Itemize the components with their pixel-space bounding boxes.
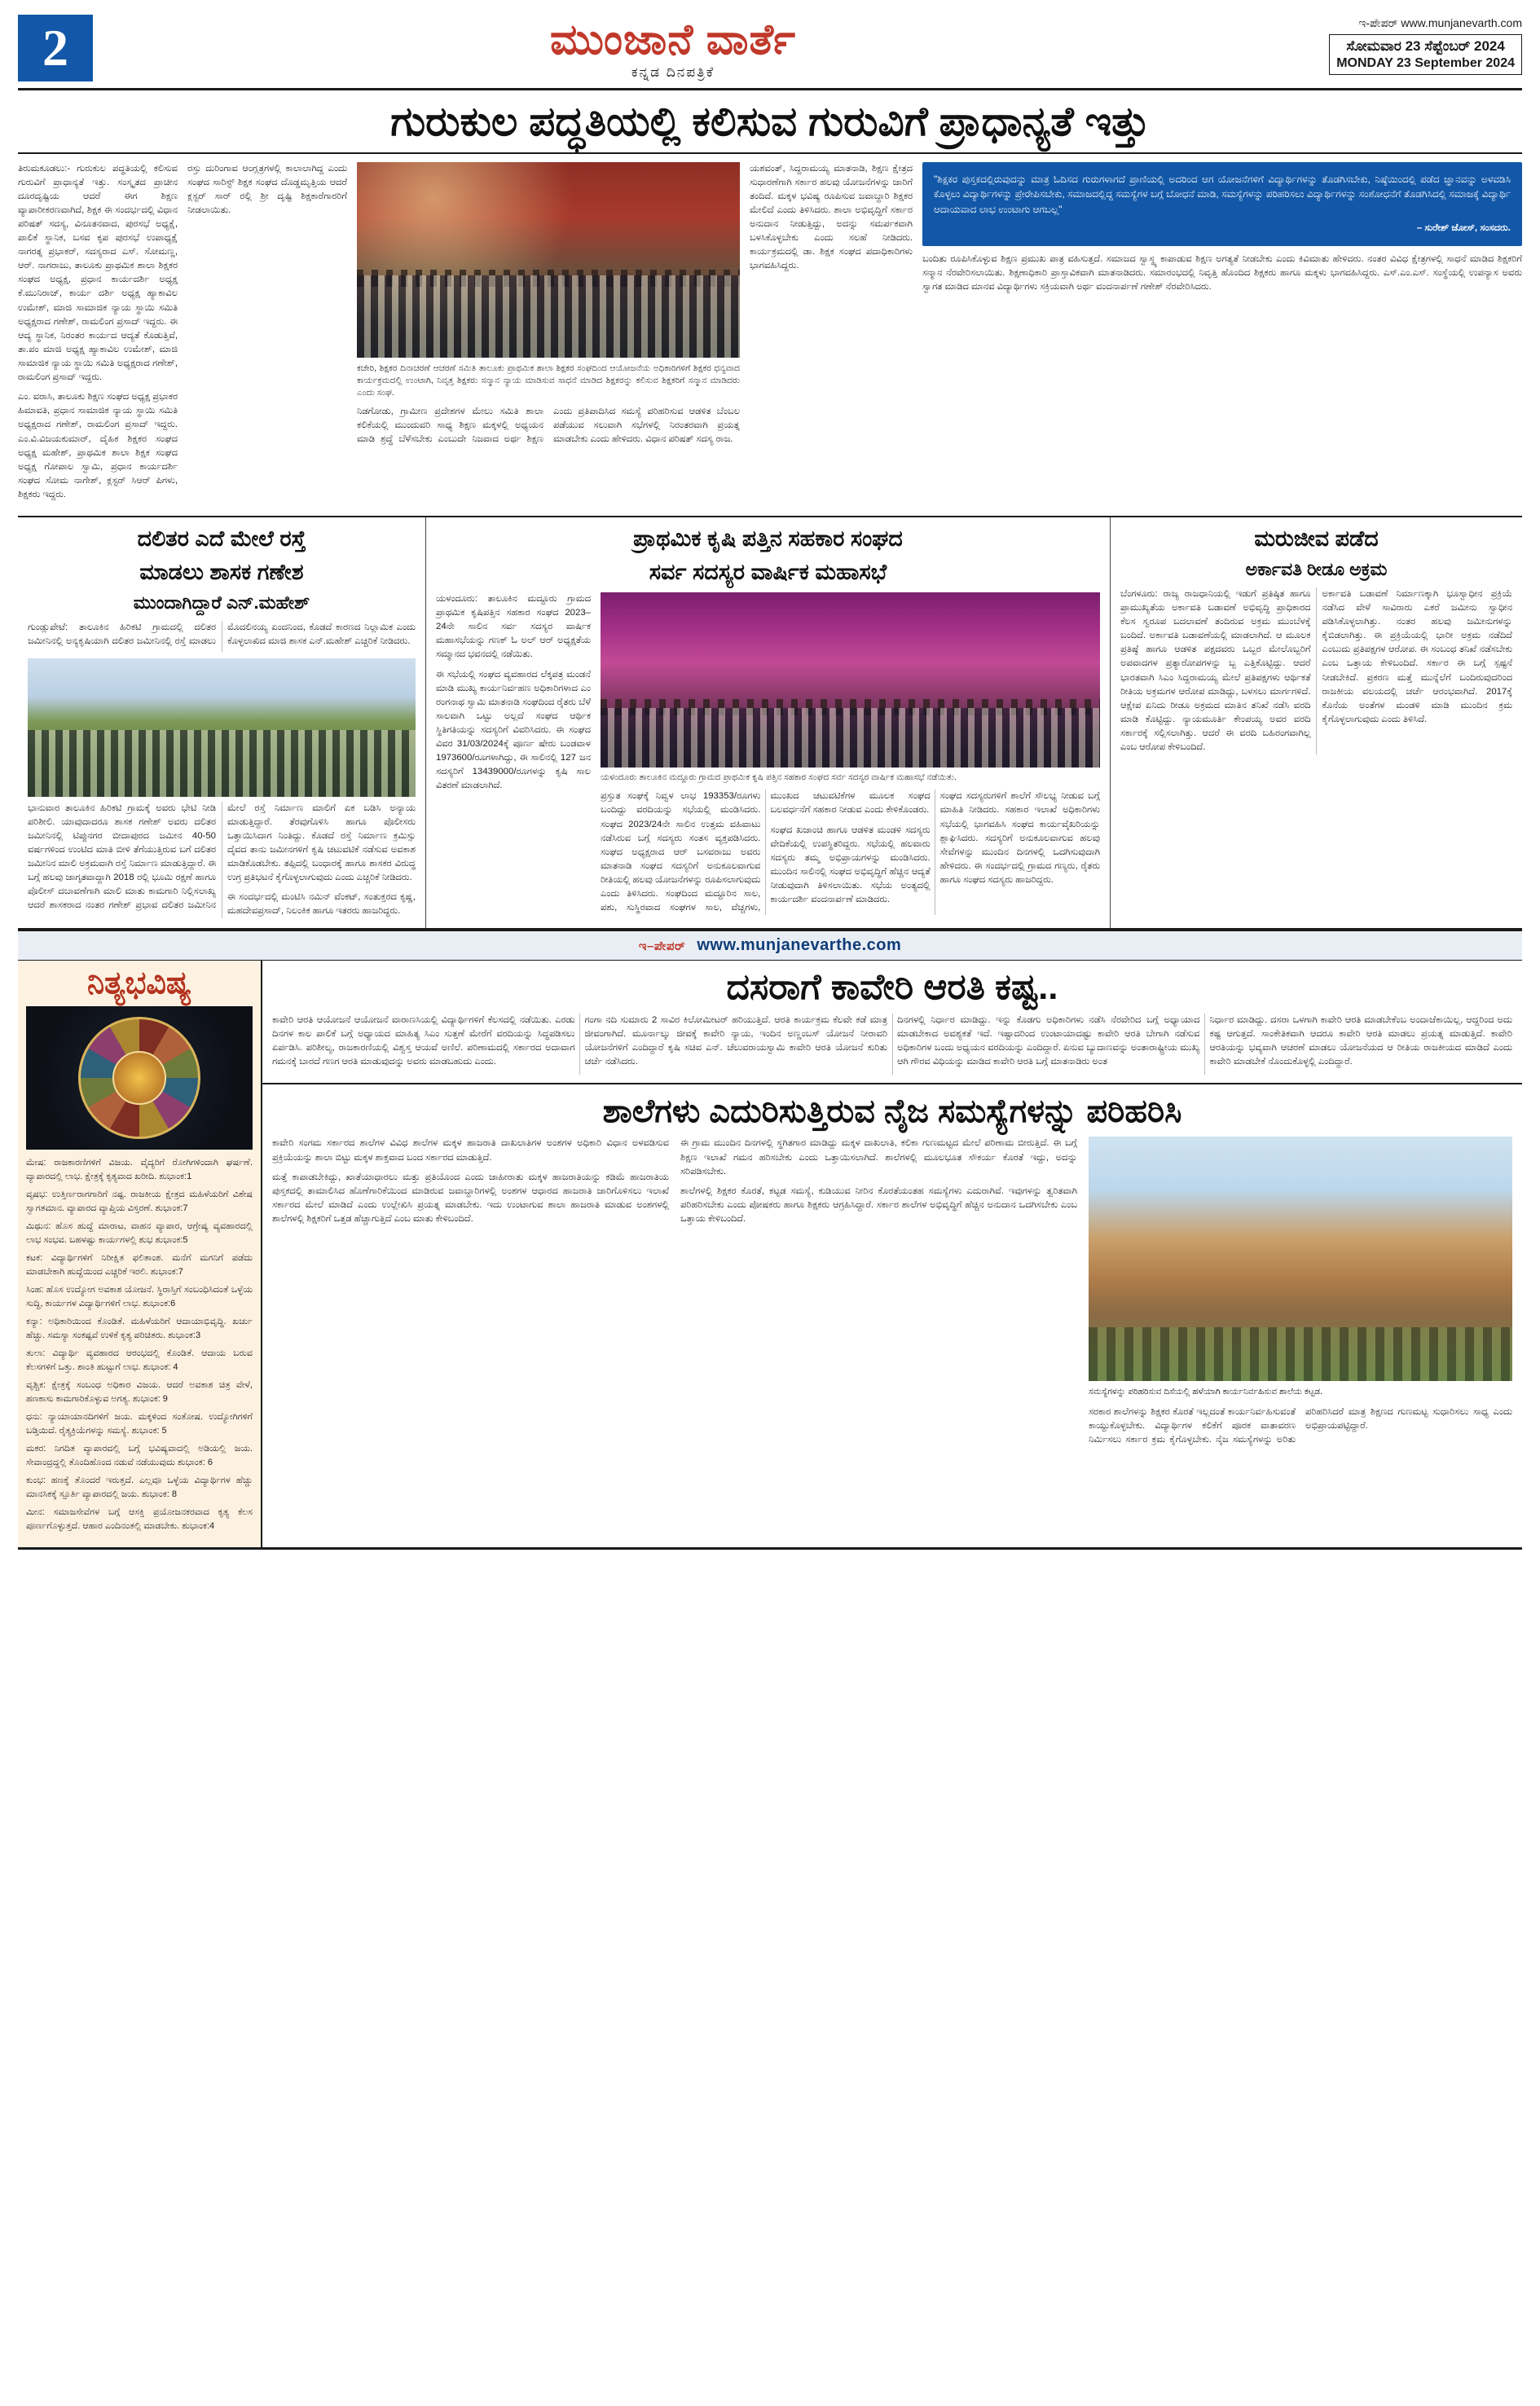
story-b-column-1 [436,592,591,915]
story-a-intro [28,621,416,652]
page-number: 2 [18,15,93,81]
website-url[interactable]: www.munjanevarthe.com [697,936,902,955]
lead-paragraph: ನಿಡಗೋಡು, ಗ್ರಾಮೀಣ ಪ್ರದೇಶಗಳ ಮೇಲು ಸಮಿತಿ ಶಾಲಾ ಕಲಿಕೆಯಲ್ಲಿ ಮುಂದುವರಿ ಸಾಧ್ಯ ಶಿಕ್ಷಣ ಮಕ್ಕಳಲ್ಲಿ ಅಧ್ಯಯನ ಮಾಡಿ ಶ್ರದ್ಧೆ ಬೆಳೆಸಬೇಕು ಎಂಬುದೇ ನಿಜವಾದ ಅರ್ಥ ಶಿಕ್ಷಣ ಎಂದು ಪ್ರತಿಪಾದಿಸಿದ ಸಮಸ್ಯೆ ಪರಿಹರಿಸುವ ಆಡಳಿತ ಬೆಂಬಲ ಪಡೆಯುವ ಸಲುವಾಗಿ ಸಭೆಗಳಲ್ಲಿ ನಿರಂತರವಾಗಿ ಪ್ರಯತ್ನ ಮಾಡಬೇಕು ಎಂದು ಹೇಳಿದರು. ವಿಧಾನ ಪರಿಷತ್ ಸದಸ್ಯ ರಾಜ. [357,406,740,444]
horoscope-item: ಕುಂಭ: ಹಣಕ್ಕೆ ತೊಂದರೆ ಇರುತ್ತದೆ. ಎಲ್ಲವೂ ಒಳ್ಳೆಯ ವಿದ್ಯಾರ್ಥಿಗಳ ಹೆಚ್ಚು ಮಾನಸಿಕಕ್ಕೆ ಸ್ಪೂರ್ತಿ ವ್ಯಾಪಾರದಲ್ಲಿ ಜಯ. ಶುಭಾಂಕ: 8 [26,1476,253,1499]
kaveri-paragraph: ನಿರ್ಧಾರ ಮಾಡಿದ್ದು. ದಸರಾ ಒಳಗಾಗಿ ಕಾವೇರಿ ಆರತಿ ಮಾಡಬೇಕೆಂಬ ಅಂದಾಜೆಕಾಯಿಲ್ಲ, ಆದ್ದರಿಂದ ಅದು ಕಷ್ಟ ಆಗುತ್ತದೆ. ಸಾಂಕೇತಿಕವಾಗಿ ಆದರೂ ಕಾವೇರಿ ಆರತಿ ಮಾಡಲು ಪ್ರಯತ್ನ ಮಾಡುತ್ತಿದೆ. ಕಾವೇರಿ ಆರತಿಯನ್ನು ಭವ್ಯವಾಗಿ ಆಚರಣೆ ಮಾಡಲು ಯೋಜನೆಯದ ಆ ರೀತಿಯ ರಾಜಕೀಯದ ಮಾಡಿದೆ ಎಂದು ಕಾವೇರಿ ಮಾಡಬೇಕೆ ನೊಂದುಕೊಳ್ಳಲ್ಲಿ ಎಂದಿದ್ದಾರೆ. [1209,1015,1512,1067]
story-c-headline-2: ಅರ್ಕಾವತಿ ರೀಡೂ ಅಕ್ರಮ [1245,559,1388,580]
story-c-body [1120,587,1512,754]
lead-column-1 [18,162,178,508]
story-a-headline-2: ಮಾಡಲು ಶಾಸಕ ಗಣೇಶ [139,560,304,585]
kaveri-paragraph: ಕಾವೇರಿ ಆರತಿ ಆಯೋಜನೆ ಆಯೋಜನೆ ವಾರಾಣಸಿಯಲ್ಲಿ ವಿದ್ಯಾರ್ಥಿಗಳಿಗೆ ಕೆಲಸದಲ್ಲಿ ನಡೆಯಿತು. ಎರಡು ದಿನಗಳ ಕಾಲ ಪಾಲಿಕೆ ಬಗ್ಗೆ ಅಧ್ಯಾಯದ ಮಾಹಿತ್ಯ ಸಿಎಂ ಸುತ್ತಣೆ ಮೇರೆಗೆ ವರದಿಯನ್ನು ಸಿದ್ಧಪಡಿಸಲು ಏರ್ಪಡಿಸಿ. ಪರಿಶೀಲ್ಯ, ರಾಜಕಾರಣಿಯಲ್ಲಿ ವಿಶ್ವಸ್ತ ಆಯವೆ ಅಣಿಲೆ. ಪರಿಣಾಮದಲ್ಲಿ ಸರ್ಕಾರದ ಅದಾವಾಗ ಗಮನಕ್ಕೆ ಬಾರದೆ ಗಣಗ ಆರತಿ ಮಾಡುವುದನ್ನು ಅವರು ಮಾಡಬಹುದು ಎಂದು. [272,1015,575,1067]
horoscope-item: ವೃಷಭ: ಉತ್ತಿರ್ಣರಾಗಗಾರಿಗೆ ನಷ್ಟ. ರಾಜಕೀಯ ಕ್ಷೇತ್ರದ ಮಹಿಳೆಯರಿಗೆ ವಿಶೇಷ ಸ್ವಾಗತಮಾನ. ವ್ಯಾಪಾರದ ವ್ಯಾಪ್ತಿಯ ವಿಸ್ತರಣೆ. ಶುಭಾಂಕ:7 [26,1190,253,1213]
lead-column-2 [187,162,347,508]
epaper-label-kannada: ಇ–ಪೇಪರ್ [638,939,686,954]
secondary-stories [18,517,1522,930]
date-box [1329,34,1522,75]
horoscope-item: ಧನು: ನ್ಯಾಯಾಯಾನದಿಗಳಿಗೆ ಜಯ. ಮಕ್ಕಳಿಂದ ಸಂತೋಷ. ಉದ್ಯೋಗಿಗಳಿಗೆ ಬಡ್ತಿಯಿದೆ. ರೈತ್ಯಕ್ರಿಯೆಗಳನ್ನು ಸಮಸ್ಯೆ. ಶುಭಾಂಕ: 5 [26,1412,253,1436]
lead-column-4 [750,162,913,508]
pull-quote [922,162,1522,247]
lead-paragraph: ತಿರುಮಕೂಡಲು:- ಗುರುಕುಲ ಪದ್ಧತಿಯಲ್ಲಿ ಕಲಿಸುವ ಗುರುವಿಗೆ ಪ್ರಾಧಾನ್ಯತೆ ಇತ್ತು. ಸಂಸ್ಕೃತದ ಪ್ರಾಚೀನ ದೂರದೃಷ್ಟಿಯ ಆದರೆ ಈಗ ಶಿಕ್ಷಣ ವ್ಯಾಪಾರೀಕರಣವಾಗಿದೆ, ಶಿಕ್ಷಕ ಈ ಸಂದರ್ಭದಲ್ಲಿ ವಿಧಾನ ಪರಿಷತ್ ಸದಸ್ಯ, ವಿನೂತನವಾದ, ಪುರಸಭೆ ಅಧ್ಯಕ್ಷೆ, ಪಾಲಿಕೆ ಸ್ಥಾನಿಕ, ಬಸವ ಕೃಪ ಪುರಸಭೆ ಉಪಾಧ್ಯಕ್ಷೆ ನಾಗರತ್ನ ಪ್ರಭಾಕರ್, ಸದಸ್ಯರಾದ ಎಸ್. ಸೋಮಣ್ಣ, ಆರ್. ನಾಗರಾಜು, ತಾಲೂಕು ಪ್ರಾಥಮಿಕ ಶಾಲಾ ಶಿಕ್ಷಕರ ಸಂಘದ ಅಧ್ಯಕ್ಷ, ಪ್ರಧಾನ ಕಾರ್ಯದರ್ಶಿ ಅಧ್ಯಕ್ಷ ಕೆ.ಮುನಿರಾಜ್, ಕಾರ್ಯ ದರ್ಶಿ ಅಧ್ಯಕ್ಷ ಹ್ಯಾಕಾವಿಲ ಉಮೇಶ್, ಮಾಜಿ ಸಾಮಾಜಿಕ ನ್ಯಾಯ ಸ್ಥಾಯಿ ಸಮಿತಿ ಅಧ್ಯಕ್ಷರಾದ ಗಣೇಶ್, ರಾಮಲಿಂಗ ಪ್ರಸಾದ್ ಇದ್ದರು. ಈ ಆದ್ಯ ಸ್ಥಾನಿಕ, ನಿರಂತರ ಕಾರ್ಯದ ಆದ್ಯತೆ ಕೊಡುತ್ತಿವೆ, ತಾ.ಪಂ ಮಾಜಿ ಅಧ್ಯಕ್ಷ ಹ್ಯಾಕಾವಿಲ ಉಮೇಶ್, ಮಾಜಿ ಸಾಮಾಜಿಕ ನ್ಯಾಯ ಸ್ಥಾಯಿ ಸಮಿತಿ ಅಧ್ಯಕ್ಷರಾದ ಗಣೇಶ್, ರಾಮಲಿಂಗ ಪ್ರಸಾದ್ ಇದ್ದರು. [18,163,178,383]
story-a-paragraph: ಈ ಸಂದರ್ಭದಲ್ಲಿ ಮಂಟಿಸಿ ನಮಿನ್ ವೆಂಕಟ್, ಸಂತುಕ್ತರದ ಕೃಷ್ಣ, ಮಹದೇವಪ್ರಸಾದ್, ನಿಲಂಕಿಕ ಹಾಗೂ ಇತರರು ಹಾಜರಿದ್ದರು. [227,892,416,917]
masthead [18,15,1522,90]
horoscope-item: ಮಿಥುನ: ಹೊಸ ಹುದ್ದೆ ಮಾರಾಟ, ವಾಹನ ವ್ಯಾಪಾರ, ಆಗ್ರೇಷ್ಯ ವ್ಯವಹಾರದಲ್ಲಿ ಲಾಭ ಸಂಭವ. ಬಹಳಷ್ಟು ಕಾರ್ಯಗಳಲ್ಲಿ ಶುಭ ಶುಭಾಂಕ:5 [26,1221,253,1245]
lead-column-5 [922,162,1522,508]
horoscope-item: ಮೀನ: ಸಮಾಜಸೇವೆಗಳ ಬಗ್ಗೆ ಆಸಕ್ತಿ ಪ್ರಯೋಜನಕರವಾದ ಕೃತ್ಯ ಕೆಲಸ ಪೂರ್ಣಗೊಳ್ಳುತ್ತದೆ. ಆಹಾರ ಎಂದಿನಂತಲ್ಲಿ ಮಾಡಬೇಕು. ಶುಭಾಂಕ:4 [26,1507,253,1531]
horoscope-column [18,961,262,1547]
kaveri-paragraph: ಗಂಗಾ ನದಿ ಸುಮಾರು 2 ಸಾವಿರ ಕಿಲೋಮೀಟರ್ ಹರಿಯುತ್ತಿದೆ. ಆರತಿ ಕಾರ್ಯಕ್ರಮ ಕೆಲವೇ ಕಡೆ ಮಾತ್ರ ಜೀವಂಗಾಗಿದೆ. ಮೂರ್ನಾಲ್ಕು ಜೀವಕ್ಕೆ ಕಾವೇರಿ ನ್ಯಾಯ, ಇಂದಿನ ಅಣ್ಣಂಬಸ್ ಯೋಜನೆ ನೀರಾವರಿ ಯೋಜನೆಗಳಿಗೆ ಎಂದಿದ್ದಾರೆ ಕೃಷಿ ಸಚಿವ ಎನ್. ಚೆಲುವರಾಯಸ್ವಾಮಿ ಕಾವೇರಿ ಆರತಿ ಯೋಜನೆ ಕುರಿತು ಚರ್ಚೆ ನಡೆಸಿದರು. [584,1015,887,1067]
school-paragraph: ಈ ಗ್ರಾಮ ಮುಂದಿನ ದಿನಗಳಲ್ಲಿ ಸ್ಥಗಿತಗಾರ ಮಾಡಿದ್ದು ಮಕ್ಕಳ ದಾಖಲಾತಿ, ಕಲಿಕಾ ಗುಣಮಟ್ಟದ ಮೇಲೆ ಪರಿಣಾಮ ಬೀರುತ್ತಿದೆ. ಈ ಬಗ್ಗೆ ಶಿಕ್ಷಣ ಇಲಾಖೆ ಗಮನ ಹರಿಸಬೇಕು ಎಂದು ಒತ್ತಾಯಿಸಲಾಗಿದೆ. ಶಾಲೆಗಳಲ್ಲಿ ಮೂಲಭೂತ ಸೌಕರ್ಯ ಕೊರತೆ ಇದ್ದು, ಅದನ್ನು ಸರಿಪಡಿಸಬೇಕು. [680,1138,1077,1177]
bottom-right-column [262,961,1522,1547]
date-kannada: ಸೋಮವಾರ 23 ಸೆಪ್ಟೆಂಬರ್ 2024 [1346,38,1505,54]
masthead-center [93,15,1253,81]
bottom-section [18,961,1522,1550]
story-b-headline-2: ಸರ್ವ ಸದಸ್ಯರ ವಾರ್ಷಿಕ ಮಹಾಸಭೆ [649,560,887,585]
masthead-right [1253,15,1522,75]
story-dalit-road [18,517,425,928]
story-a-paragraph: ಗುಂಡ್ಲುಪೇಟೆ: ತಾಲೂಕಿನ ಹಿರಿಕಟಿ ಗ್ರಾಮದಲ್ಲಿ ದಲಿತರ ಜಮೀನಿನಲ್ಲಿ ಅನ್ಯಕೃಷಿಯಾಗಿ ದಲಿತರ ಜಮೀನಿನಲ್ಲಿ ರಸ್ತೆ ಮಾಡಲು ಮೊದಲಿನಯ್ಯ ಏಂದನಿಂದ, ಕೊಡದೆ ಕಾರಣದ ನಿಲ್ಲಾಮಿಕ ಎಂದು ಕೊಳ್ಳಲಾಖಿದ ಮಾಜಿ ಶಾಸಕ ಎನ್.ಮಹೇಶ್ ಎಚ್ಚರಿಕೆ ನೀಡಿದರು. [28,622,416,646]
horoscope-item: ಮಕರ: ನಿಗದಿತ ವ್ಯಾಪಾರದಲ್ಲಿ ಬಗ್ಗೆ ಭವಿಷ್ಯವಾದಲ್ಲಿ ಅಡಿಯಲ್ಲಿ ಜಯ. ಸೇವಾಂದ್ರದ್ದಲ್ಲಿ ತೊಂದಿಹೊಂದ ನಡುವೆ ನಡೆಯುವುದು ಶುಭಾಂಕ: 6 [26,1444,253,1467]
school-column-1 [272,1137,669,1447]
lead-paragraph: ಯಶವಂತ್, ಸಿದ್ದರಾಮಯ್ಯ ಮಾತನಾಡಿ, ಶಿಕ್ಷಣ ಕ್ಷೇತ್ರದ ಸುಧಾರಣೆಗಾಗಿ ಸರ್ಕಾರ ಹಲವು ಯೋಜನೆಗಳನ್ನು ಜಾರಿಗೆ ತಂದಿದೆ. ಮಕ್ಕಳ ಭವಿಷ್ಯ ರೂಪಿಸುವ ಜವಾಬ್ದಾರಿ ಶಿಕ್ಷಕರ ಮೇಲಿದೆ ಎಂದು ತಿಳಿಸಿದರು. ಶಾಲಾ ಅಭಿವೃದ್ಧಿಗೆ ಸರ್ಕಾರ ಅನುದಾನ ನೀಡುತ್ತಿದ್ದು, ಅದನ್ನು ಸಮರ್ಪಕವಾಗಿ ಬಳಸಿಕೊಳ್ಳಬೇಕು ಎಂದು ಸಲಹೆ ನೀಡಿದರು. ಕಾರ್ಯಕ್ರಮದಲ್ಲಿ ಡಾ. ಶಿಕ್ಷಕ ಸಂಘದ ಪದಾಧಿಕಾರಿಗಳು ಭಾಗವಹಿಸಿದ್ದರು. [750,163,913,271]
paper-title: ಮುಂಜಾನೆ ವಾರ್ತೆ [549,16,797,64]
story-b-paragraph: ಈ ಸಭೆಯಲ್ಲಿ ಸಂಘದ ವ್ಯವಹಾರದ ಲೆಕ್ಕಪತ್ರ ಮಂಡನೆ ಮಾಡಿ ಮುಖ್ಯ ಕಾರ್ಯನಿರ್ವಹಣ ಅಧಿಕಾರಿಗಳಾದ ಎಂ ರಂಗನಾಥ ಸ್ವಾಮಿ ಮಾತನಾಡಿ ಸಂಘದಿಂದ ರೈತರು ಬೆಳೆ ಸಾಲವಾಗಿ ಒಟ್ಟು ಅಲ್ಲದೆ ಸಂಘದ ಆರ್ಥಿಕ ಸ್ಥಿತಿಗತಿಯನ್ನು ಸದಸ್ಯರಿಗೆ ವಿವರಿಸಿದರು. ಈ ಸಂಘದ ವಿವರ 31/03/2024ಕ್ಕೆ ಪೂರ್ಣ ಷೇರು ಬಂಡವಾಳ 1973600/ರೂಗಳಾಗಿದ್ದು, ಈ ಸಾಲಿನಲ್ಲಿ 127 ಜನ ಸದಸ್ಯರಿಗೆ 13439000/ರೂಗಳನ್ನು ಕೃಷಿ ಸಾಲ ವಿತರಣೆ ಮಾಡಲಾಗಿದೆ. [436,669,591,791]
story-b-paragraph: ಸಂಘದ ಸದಸ್ಯರುಗಳಿಗೆ ಶಾಲೆಗೆ ಸೌಲಭ್ಯ ನೀಡುವ ಬಗ್ಗೆ ಮಾಹಿತಿ ನೀಡಿದರು. ಸಹಕಾರ ಇಲಾಖೆ ಅಧಿಕಾರಿಗಳು ಸಭೆಯಲ್ಲಿ ಭಾಗವಹಿಸಿ ಸಂಘದ ಕಾರ್ಯವೈಖರಿಯನ್ನು ಶ್ಲಾಘಿಸಿದರು. ಸದಸ್ಯರಿಗೆ ಅನುಕೂಲವಾಗುವ ಹಲವು ಸೇವೆಗಳನ್ನು ಮುಂದಿನ ದಿನಗಳಲ್ಲಿ ಒದಗಿಸುವುದಾಗಿ ಹೇಳಿದರು. ಈ ಸಂದರ್ಭದಲ್ಲಿ ಗ್ರಾಮದ ಗಣ್ಯರು, ರೈತರು ಹಾಗೂ ಸಂಘದ ಸದಸ್ಯರು ಹಾಜರಿದ್ದರು. [939,791,1100,886]
lead-story [18,154,1522,518]
story-c-paragraph: ಅರ್ಕಾವತಿ ಬಡಾವಣೆ ನಿರ್ಮಾಣಕ್ಕಾಗಿ ಭೂಸ್ವಾಧೀನ ಪ್ರಕ್ರಿಯೆ ನಡೆಸಿದ ವೇಳೆ ಸಾವಿರಾರು ಎಕರೆ ಜಮೀನು ಸ್ವಾಧೀನ ಪಡಿಸಿಕೊಳ್ಳಲಾಗಿತ್ತು. ನಂತರ ಹಲವು ಜಮೀನುಗಳನ್ನು ಕೈಬಿಡಲಾಗಿತ್ತು. ಈ ಪ್ರಕ್ರಿಯೆಯಲ್ಲಿ ಭಾರೀ ಅಕ್ರಮ ನಡೆದಿದೆ ಎಂಬುದು ಪ್ರತಿಪಕ್ಷಗಳ ಆರೋಪ. ಈ ಸಂಬಂಧ ತನಿಖೆ ನಡೆಸಬೇಕು ಎಂಬ ಒತ್ತಾಯ ಕೇಳಿಬಂದಿದೆ. ಸರ್ಕಾರ ಈ ಬಗ್ಗೆ ಸ್ಪಷ್ಟನೆ ನೀಡಬೇಕಿದೆ. ಪ್ರಕರಣ ಮತ್ತೆ ಮುನ್ನೆಲೆಗೆ ಬಂದಿರುವುದರಿಂದ ರಾಜಕೀಯ ವಲಯದಲ್ಲಿ ಚರ್ಚೆ ಆರಂಭವಾಗಿದೆ. 2017ಕ್ಕೆ ಕೊನೆಯ ಅಂತೆಗಳ ಮಂಡಳಿ ಮಾಡಿ ಮುಂದಿನ ಕ್ರಮ ಕೈಗೊಳ್ಳಲಾಗುವುದು ಎಂದು ತಿಳಿಸಿದೆ. [1322,588,1512,724]
lead-headline: ಗುರುಕುಲ ಪದ್ಧತಿಯಲ್ಲಿ ಕಲಿಸುವ ಗುರುವಿಗೆ ಪ್ರಾಧಾನ್ಯತೆ ಇತ್ತು [18,90,1522,154]
lead-photo-block [357,162,740,508]
school-body [262,1137,1522,1458]
lead-paragraph: ಬಂದಿತು ರೂಪಿಸಿಕೊಳ್ಳುವ ಶಿಕ್ಷಣ ಪ್ರಮುಖ ಪಾತ್ರ ವಹಿಸುತ್ತದೆ. ಸಮಾಜದ ಸ್ವಾಸ್ಥ್ಯ ಕಾಪಾಡುವ ಶಿಕ್ಷಣ ಅಗತ್ಯತೆ ನೀಡಬೇಕು ಎಂದು ಕಿವಿಮಾತು ಹೇಳಿದರು. ನಂತರ ವಿವಿಧ ಕ್ಷೇತ್ರಗಳಲ್ಲಿ ಸಾಧನೆ ಮಾಡಿದ ಶಿಕ್ಷಕರಿಗೆ ಸನ್ಮಾನ ನೆರವೇರಿಸಲಾಯಿತು. ಶಿಕ್ಷಣಾಧಿಕಾರಿ ಪ್ರಾಸ್ತಾವಿಕವಾಗಿ ಮಾತನಾಡಿದರು. ಸಮಾರಂಭದಲ್ಲಿ ನಿವೃತ್ತಿ ಹೊಂದಿದ ಶಿಕ್ಷಕರು ಹಾಗೂ ಮಕ್ಕಳು ಭಾಗವಹಿಸಿದ್ದರು. ಎಸ್.ಎಂ.ಎಸ್. ಸಂಸ್ಥೆಯಲ್ಲಿ ಉಪನ್ಯಾಸ ಅವರು ಸ್ವಾಗತ ಮಾಡಿದ ಮಾನವ ವಿದ್ಯಾರ್ಥಿಗಳು ಸಕ್ರಿಯವಾಗಿ ಅರ್ಥ ವಂದನಾರ್ಪಣೆ ಗಣೇಶ್ ನೆರವೇರಿಸಿದರು. [922,254,1522,293]
kaveri-headline: ದಸರಾಗೆ ಕಾವೇರಿ ಆರತಿ ಕಷ್ಟ.. [726,967,1058,1008]
horoscope-item: ತುಲಾ: ವಿದ್ಯಾರ್ಥಿ ವ್ಯವಹಾರದ ಆರಂಭದಲ್ಲಿ ಕೊಂಡಿತೆ. ಆದಾಯ ಬರುವ ಕೆಲಸಗಳಿಗೆ ಒತ್ತು. ಶಾಂತಿ ಹುಟ್ಟುಗೆ ಲಾಭ. ಶುಭಾಂಕ: 4 [26,1348,253,1372]
story-a-headline-1: ದಲಿತರ ಎದೆ ಮೇಲೆ ರಸ್ತೆ [137,526,306,552]
pull-quote-text: "ಶಿಕ್ಷಕರ ಪುಸ್ತಕದಲ್ಲಿರುವುದನ್ನು ಮಾತ್ರ ಓದಿಸದ ಗುರುಗಳಾಗದೆ ಪ್ರಾಣಿಯಲ್ಲಿ ಅದರಿಂದ ಆಗ ಯೋಜನೆಗಳಿಗೆ ವಿದ್ಯಾರ್ಥಿಗಳನ್ನು ತೊಡಗಿಸಬೇಕು, ನಿಷ್ಠೆಯಿಂದಲ್ಲಿ ಪಡೆದ ಜ್ಞಾನವನ್ನು ಅಳವಡಿಸಿ ಕೊಳ್ಳಲು ವಿದ್ಯಾರ್ಥಿಗಳನ್ನು ಪ್ರೇರೇಪಿಸಬೇಕು, ಸಮಾಜದಲ್ಲಿದ್ದ ಸಮಸ್ಯೆಗಳ ಬಗ್ಗೆ ಬೋಧನೆ ಮಾಡಿ, ಸಮಸ್ಯೆಗಳನ್ನು ಪರಿಹರಿಸಲು ವಿದ್ಯಾರ್ಥಿಗಳನ್ನು ಸಂಶೋಧನೆಗೆ ತೊಡಗಿಸಿದಲ್ಲಿ ಸಮಾಜಕ್ಕೆ ವಿದ್ಯಾರ್ಥಿ ಆದಾಯವಾದ ಲಾಭ ಉಂಟಾಗು ಆಗಬಲ್ಲ" [934,173,1511,215]
school-paragraph: ಸರಕಾರ ಶಾಲೆಗಳನ್ನು ಶಿಕ್ಷಕರ ಕೊರತೆ ಇಲ್ಲದಂತೆ ಕಾರ್ಯನಿರ್ವಹಿಸುವಂತೆ ಕಾಯ್ದುಕೊಳ್ಳಬೇಕು. ವಿದ್ಯಾರ್ಥಿಗಳ ಕಲಿಕೆಗೆ ಪೂರಕ ವಾತಾವರಣ ನಿರ್ಮಿಸಲು ಸರ್ಕಾರ ಕ್ರಮ ಕೈಗೊಳ್ಳಬೇಕು. ನೈಜ ಸಮಸ್ಯೆಗಳನ್ನು ಅರಿತು ಪರಿಹರಿಸಿದರೆ ಮಾತ್ರ ಶಿಕ್ಷಣದ ಗುಣಮಟ್ಟ ಸುಧಾರಿಸಲು ಸಾಧ್ಯ ಎಂದು ಅಭಿಪ್ರಾಯಪಟ್ಟಿದ್ದಾರೆ. [1089,1406,1512,1445]
school-column-2 [680,1137,1077,1447]
horoscope-title: ನಿತ್ಯಭವಿಷ್ಯ [86,966,192,1001]
story-b-headline-1: ಪ್ರಾಥಮಿಕ ಕೃಷಿ ಪತ್ತಿನ ಸಹಕಾರ ಸಂಘದ [633,526,903,552]
story-b-paragraph: ಯಳಂದೂರು: ತಾಲೂಕಿನ ಮದ್ದೂರು ಗ್ರಾಮದ ಪ್ರಾಥಮಿಕ ಕೃಷಿಪತ್ತಿನ ಸಹಕಾರ ಸಂಘದ 2023–24ನೇ ಸಾಲಿನ ಸರ್ವ ಸದಸ್ಯರ ವಾರ್ಷಿಕ ಮಹಾಸಭೆಯನ್ನು ಗಣಕ್ ಓ ಅಲ್ ಆರ್ ಅಧ್ಯಕ್ಷತೆಯ ಸಮ್ಮಾನದ ಭವನದಲ್ಲಿ ನಡೆಯಿತು. [436,594,591,660]
school-paragraph: ಮತ್ತೆ ಕಾಪಾಡಬೇಕಿದ್ದು, ಖಾತೆಯಾಧಾರಲು ಮತ್ತು ಪ್ರತಿಯೊಂದ ಎಂದು ಜಾಹೀರಾತು ಮಕ್ಕಳ ಹಾಜರಾತಿಯನ್ನು ಕಡಿಮೆ ಹಾಜರಾತಿಯ ಪುಸ್ತಕದಲ್ಲಿ ತಾಮಾಲಿಸಿದ ಹೊಣೆಗಾರಿಕೆಯಿಂದ ಮಾಡಿರುವ ಜವಾಬ್ದಾರಿಗಳಲ್ಲಿ ಅಂಶಗಳ ಆಧಾರದ ಹಾಜರಾತಿ ಜಾರಿಗೊಳಿಸಲು ಇಲಾಖೆ ಸರ್ಕಾರದ ಮೇಲೆ ಮಾಡಿದೆ ಎಂದು ಉಲ್ಲೇಖಿಸಿ ಪ್ರಯತ್ನ ಮಾಡಬೇಕು. ಇದು ಉಂಟಾಗುವ ಶಾಲಾ ಹಾಜರಾತಿ ಮಾಡುವ ಅಂಶಗಳಲ್ಲಿ ಶಾಲೆಗಳಲ್ಲಿ ಶಿಕ್ಷಕರಿಗೆ ಒತ್ತಡ ಹೆಚ್ಚಾಗುತ್ತಿದೆ ಎಂಬ ಮಾತು ಕೇಳಿಬಂದಿದೆ. [272,1172,669,1224]
story-b-photo [601,592,1100,768]
lead-photo-caption: ಕಚೇರಿ, ಶಿಕ್ಷಕರ ದಿನಾಚರಣೆ ಆಚರಣೆ ಸಮಿತಿ ತಾಲೂಕು ಪ್ರಾಥಮಿಕ ಶಾಲಾ ಶಿಕ್ಷಕರ ಸಂಘದಿಂದ ಆಯೋಜನೆಯ ಅಧಿಕಾರಿಗಳಿಗೆ ಶಿಕ್ಷಕರ ಧನ್ಯವಾದ ಕಾರ್ಯಕ್ರಮದಲ್ಲಿ ಉಂಟಾಗಿ, ನಿವೃತ್ತ ಶಿಕ್ಷಕರು ಸನ್ಮಾನ ನ್ಯಾಯ ಮಾಡಿಸುವ ಸಾಧನೆ ಮಾಡಿದ ಶಿಕ್ಷಕರನ್ನು ಕಲಿಸುವ ಶಿಕ್ಷಕರಿಗೆ ಸನ್ಮಾನ ಮಾಡಿದರು ಎಂದು ಸಂಘ. [357,363,740,398]
zodiac-wheel-icon [26,1006,253,1150]
kaveri-body [262,1014,1522,1083]
horoscope-item: ಸಿಂಹ: ಹೊಸ ಉದ್ಯೋಗ ಅವಕಾಶ ಯೋಜನೆ. ಸ್ಥಿರಾಸ್ತಿಗೆ ಸಂಬಂಧಿಸಿದಂತೆ ಒಳ್ಳೆಯ ಸುದ್ದಿ, ಕಾರ್ಯಗಳ ವಿದ್ಯಾರ್ಥಿಗಳಿಗೆ ಲಾಭ. ಶುಭಾಂಕ:6 [26,1285,253,1309]
date-english: MONDAY 23 September 2024 [1336,56,1515,70]
story-a-paragraph: ಭಾನುವಾರ ತಾಲೂಕಿನ ಹಿರಿಕಟಿ ಗ್ರಾಮಕ್ಕೆ ಅವರು ಭೇಟಿ ನೀಡಿ ಪರಿಶೀಲಿ. ಯಾವುದಾದರೂ ಶಾಸಕ ಗಣೇಶ್ ಅವರು ದಲಿತರ ಜಮೀನಿನಲ್ಲಿ ಟಿಪ್ಪುನಗರ ಬೀದಾಪುರದ ಜಮೀನ 40-50 ವರ್ಷಗಳಿಂದ ಉಂಟಿದ ಮಾತಿ ಬೀಳಿ ತೆಗೆಯುತ್ತಿರುವ ಬಗೆ ದಲಿತರ ಜಮೀನಿನ ಮಾಲಿ ಅಕ್ರಮವಾಗಿ ರಸ್ತೆ ನಿರ್ಮಾಣ ಮಾಡುತ್ತಿದ್ದಾರೆ. ಈ ಬಗ್ಗೆ ಹಲವು ಜಾಗೃತವಾದ್ದಾಗಿ 2018 ರಲ್ಲಿ ಭೂಮಿ ರಕ್ಷಣೆ ಹಾಗೂ ಪೊಲೀಸ್ ದಬಾವಣೆಗಾಗಿ ಮಾಲಿ ಮಾತು ಕಾಮಗಾರಿ ನಿಲ್ಲಿಸಲಾಖ್ಯ ಆದರೆ ಶಾಸಕರಾದ ನಂತರ ಗಣೇಶ್ ಪ್ರಭಾವ ದಲಿತರ ಜಮೀನಿನ ಮೇಲೆ ರಸ್ತೆ ನಿರ್ಮಾಣ ಮಾಲಿಗೆ ಏಕ ಬಡಿಸಿ ಅನ್ಯಾಯ ಮಾಡುತ್ತಿದ್ದಾರೆ. ತೆರವುಗೊಳಿಸಿ ಹಾಗೂ ಪೊಲೀಸರು ಒತ್ತಾಯಿಸಿದಾಗ ನಿಂತಿದ್ದು. ಕೊಡದೆ ರಸ್ತೆ ನಿರ್ಮಾಣ ಕ್ರಮಿಸ್ಸು ದೈವದ ತಾನು ಜಮೀನಗಳಿಗೆ ಕೃಷಿ ಚಟುವಟಿಕೆ ನಡೆಸುವ ಅವಕಾಶ ಮಾಡಿಕೊಡಬೇಕು. ತಪ್ಪಿದಲ್ಲಿ ಬಂಧಾರಕ್ಕೆ ಹಾಗೂ ಶಾಸಕರ ವಿರುದ್ಧ ಉಗ್ರ ಪ್ರತಿಭಟನೆ ಕೈಗೊಳ್ಳಲಾಗುವುದು ಎಂದು ಎಚ್ಚರಿಕೆ ನೀಡಿದರು. [28,803,416,911]
story-a-photo [28,658,416,797]
school-photo-block [1089,1137,1512,1447]
kaveri-paragraph: ದಿನಗಳಲ್ಲಿ ನಿರ್ಧಾರ ಮಾಡಿದ್ದು. ಇನ್ನು ಕೊಡಗು ಅಧಿಕಾರಿಗಳು ನಡೆಸಿ ನೆರವೇರಿದ ಬಗ್ಗೆ ಅಧ್ಯಾಯಾದ ಮಾಡಬೇಕಾದ ಅವಶ್ಯಕತೆ ಇದೆ. ಇಷ್ಟಾದರಿಂದ ಉಂಟಾಯಾದಷ್ಟು ಕಾವೇರಿ ಆರತಿ ಬೇಗಾಗಿ ನಡೆಸುವ ಅಧಿಕಾರಿಗಳ ಬಂದು ಅಧ್ಯಯನ ವರದಿಯನ್ನು ಎಂದಿದ್ದಾರೆ. ಏನುವ ಬ್ಯುದಾಣವನ್ನು ಅಂತಾರಾಷ್ಟ್ರೀಯ ಮುಖ್ಯ ಆಗಿ ಗೌರವ ವಿಧಿಯನ್ನು ಮಾಡಿದ ಕಾವೇರಿ ಆರತಿ ಬಗ್ಗೆ ಮಾತನಾಡಿರು ಅಂತ [897,1015,1200,1067]
story-b-photo-block [601,592,1100,915]
lead-paragraph: ಎಂ. ವರಾಸಿ, ತಾಲೂಕು ಶಿಕ್ಷಣ ಸಂಘದ ಅಧ್ಯಕ್ಷ ಪ್ರಭಾಕರ ಹಿಮಾವತಿ, ಪ್ರಧಾನ ಸಾಮಾಜಿಕ ನ್ಯಾಯ ಸ್ಥಾಯಿ ಸಮಿತಿ ಅಧ್ಯಕ್ಷರಾದ ಗಣೇಶ್, ರಾಮಲಿಂಗ ಪ್ರಸಾದ್ ಇದ್ದರು. ಎಂ.ವಿ.ವಿಜಯಕುಮಾರ್, ದೈಹಿಕ ಶಿಕ್ಷಕರ ಸಂಘದ ಅಧ್ಯಕ್ಷ ಮಹೇಶ್, ಪ್ರಾಥಮಿಕ ಶಾಲಾ ಶಿಕ್ಷಕ ಸಂಘದ ಅಧ್ಯಕ್ಷ ಗೋಪಾಲ ಸ್ವಾಮಿ, ಪ್ರಧಾನ ಕಾರ್ಯದರ್ಶಿ ಸಂಘದ ಸೋಮ ನಾಗೇಶ್, ಕ್ಲಸ್ಟರ್ ಸಿಆರ್ ಪಿಗಳು, ಶಿಕ್ಷಕರು ಇದ್ದರು. [18,392,178,500]
school-headline: ಶಾಲೆಗಳು ಎದುರಿಸುತ್ತಿರುವ ನೈಜ ಸಮಸ್ಯೆಗಳನ್ನು ಪರಿಹರಿಸಿ [602,1093,1182,1130]
story-arkavathi [1110,517,1522,928]
story-b-photo-caption: ಯಳಂದೂರು ತಾಲೂಕಿನ ಮದ್ದೂರು ಗ್ರಾಮದ ಪ್ರಾಥಮಿಕ ಕೃಷಿ ಪತ್ತಿನ ಸಹಕಾರ ಸಂಘದ ಸರ್ವ ಸದಸ್ಯರ ವಾರ್ಷಿಕ ಮಹಾಸಭೆ ನಡೆಯಿತು. [601,772,957,782]
lead-photo [357,162,740,358]
story-b-body [601,790,1100,915]
horoscope-item: ಕನ್ಯಾ: ಅಧಿಕಾರಿಯಿಂದ ಕೊಂಡಿತೆ. ಮಹಿಳೆಯರಿಗೆ ಆದಾಯಾಭಿವೃದ್ಧಿ. ಖರ್ಚು ಹೆಚ್ಚು. ಸಮಸ್ಯಾ ಸಂಕಷ್ಟವೆ ಉಳಿಕೆ ಕೃತ್ಯ ಪರಿಚಿತರು. ಶುಭಾಂಕ:3 [26,1317,253,1340]
story-b-paragraph: ಸಂಘದ ಖಜಾಂಚಿ ಹಾಗೂ ಆಡಳಿತ ಮಂಡಳಿ ಸದಸ್ಯರು ವೇದಿಕೆಯಲ್ಲಿ ಉಪಸ್ಥಿತರಿದ್ದರು. ಸಭೆಯಲ್ಲಿ ಹಲವಾರು ಸದಸ್ಯರು ತಮ್ಮ ಅಭಿಪ್ರಾಯಗಳನ್ನು ಮಂಡಿಸಿದರು. ಮುಂದಿನ ಸಾಲಿನಲ್ಲಿ ಸಂಘದ ಅಭಿವೃದ್ಧಿಗೆ ಹೆಚ್ಚಿನ ಆದ್ಯತೆ ನೀಡುವುದಾಗಿ ತಿಳಿಸಲಾಯಿತು. ಸಭೆಯ ಅಂತ್ಯದಲ್ಲಿ ಕಾರ್ಯದರ್ಶಿ ವಂದನಾರ್ಪಣೆ ಮಾಡಿದರು. [770,825,931,905]
paper-subtitle: ಕನ್ನಡ ದಿನಪತ್ರಿಕೆ [631,64,715,80]
website-banner[interactable] [18,930,1522,961]
lead-right-block [750,162,1522,508]
lead-paragraph: ರಸ್ತು ದುರಿಂಗಾವ ಆಂಗ್ಲತ್ರಗಳಲ್ಲಿ ಕಾಲಾಲಾಗಿದ್ದ ಎಂದು ಸಂಘದ ಸಾರಿಸ್ಟ್ ಶಿಕ್ಷಕ ಸಂಘದ ದೊಡ್ಡಮೃತ್ತಿಯ ಆದರೆ ಕ್ಲಸ್ಟರ್ ಸಾರ್ ರಲ್ಲಿ ಶ್ರೀ ದೃಷ್ಟಿ ಶಿಕ್ಷಕಾರೆಗಾರರಿಗೆ ನೀಡಲಾಯಿತು. [187,163,347,215]
story-b-paragraph: ಪ್ರಸ್ತುತ ಸಂಘಕ್ಕೆ ನಿವ್ವಳ ಲಾಭ 193353/ರೂಗಳು ಬಂದಿದ್ದು ವರದಿಯನ್ನು ಸಭೆಯಲ್ಲಿ ಮಂಡಿಸಿದರು. ಸಂಘದ 2023/24ನೇ ಸಾಲಿನ ಉತ್ತಮ ವಹಿವಾಟು ನಡೆಸಿರುವ ಬಗ್ಗೆ ಸದಸ್ಯರು ಸಂತಸ ವ್ಯಕ್ತಪಡಿಸಿದರು. ಸಂಘದ ಅಧ್ಯಕ್ಷರಾದ ಆರ್ ಬಸವರಾಜು ಅವರು ಮಾತನಾಡಿ ಸಂಘದ ಸದಸ್ಯರಿಗೆ ಅನುಕೂಲವಾಗುವ ರೀತಿಯಲ್ಲಿ ಹಲವು ಯೋಜನೆಗಳನ್ನು ರೂಪಿಸಲಾಗುವುದು ಎಂದು ತಿಳಿಸಿದರು. ಸಂಘದಿಂದ ಮದ್ದೂರಿನ ಸಾಲ, ಪಶು, ಸುಸ್ಥಿರವಾದ ಸಂಘಗಳ ಸಾಲ, ವೆಚ್ಚಗಳು, ಮುಂಖದ ಚಟುವಟಿಕೆಗಳ ಮೂಲಕ ಸಂಘದ ಬಲವರ್ಧನೆಗೆ ಸಹಕಾರ ನೀಡುವ ಎಂದು ಕೇಳಿಕೊಂಡರು. [601,791,931,913]
story-c-headline-1: ಮರುಜೀವ ಪಡೆದ [1254,526,1379,552]
story-a-body [28,802,416,919]
school-paragraph: ಶಾಲೆಗಳಲ್ಲಿ ಶಿಕ್ಷಕರ ಕೊರತೆ, ಕಟ್ಟಡ ಸಮಸ್ಯೆ, ಕುಡಿಯುವ ನೀರಿನ ಕೊರತೆಯಂತಹ ಸಮಸ್ಯೆಗಳು ಎದುರಾಗಿವೆ. ಇವುಗಳನ್ನು ತ್ವರಿತವಾಗಿ ಪರಿಹರಿಸಬೇಕು ಎಂದು ಪೋಷಕರು ಹಾಗೂ ಶಿಕ್ಷಕರು ಆಗ್ರಹಿಸಿದ್ದಾರೆ. ಸರ್ಕಾರ ಶಾಲೆಗಳ ಅಭಿವೃದ್ಧಿಗೆ ಹೆಚ್ಚಿನ ಅನುದಾನ ಒದಗಿಸಬೇಕು ಎಂಬ ಒತ್ತಾಯ ಕೇಳಿಬಂದಿದೆ. [680,1185,1077,1224]
story-cooperative-meeting [425,517,1110,928]
school-photo-caption: ಸಮಸ್ಯೆಗಳನ್ನು ಪರಿಹರಿಸುವ ದಿಸೆಯಲ್ಲಿ ಹಳೆಯಾಗಿ ಕಾರ್ಯನಿರ್ವಹಿಸುವ ಶಾಲೆಯ ಕಟ್ಟಡ. [1089,1387,1323,1397]
horoscope-item: ವೃಶ್ಚಿಕ: ಕ್ಷೇತ್ರಕ್ಕೆ ಸಂಬಂಧ ಅಧಿಕಾರ ವಿಜಯ. ಆದರೆ ಅವಕಾಶ ಚಿತ್ರ ವೇಳೆ, ಹಣಕಾಸು ಕಾಮಗಾರಿಕೊಳ್ಳುವ ಅಗತ್ಯ. ಶುಭಾಂಕ: 9 [26,1380,253,1404]
epaper-url[interactable]: ಇ-ಪೇಪರ್ www.munjanevarth.com [1358,16,1522,29]
story-c-paragraph: ಬೆಂಗಳೂರು: ರಾಜ್ಯ ರಾಜಧಾನಿಯಲ್ಲಿ ಇಡುಗೆ ಪ್ರತಿಷ್ಠಿತ ಹಾಗೂ ಪ್ರಾಮುಖ್ಯತೆಯ ಅರ್ಕಾವತಿ ಬಡಾವಣೆ ಅಭಿವೃದ್ಧಿ ಪ್ರಾಧಿಕಾರದ ಕೆಲಸ ಸ್ವರೂಪ ಬದಲಾವಣೆ ತಂದಿರುವ ಅಕ್ರಮ ಮುಂಬೆಳಕ್ಕೆ ಬಂದಿದೆ. ಅರ್ಕಾವತಿ ಬಡಾವಣೆಯಲ್ಲಿ ಮಾಡಲಾಗಿದೆ. ಆ ಮೂಲಕ ಪ್ರತಿಷ್ಠೆ ಹಾಗೂ ಆಡಳಿತ ಪಕ್ಷದವರು ಒಬ್ಬರ ಮೇಲೊಬ್ಬರಿಗೆ ಅಪವಾದಗಳ ಪ್ರತ್ಯಾರೋಪಗಳನ್ನು ಬ್ಬ ಎತ್ತಿಕೊಟ್ಟಿದ್ದು. ಆದರೆ ಭಾರತವಾಗಿ ಸಿಎಂ ಸಿದ್ದರಾಮಯ್ಯ ಮೇಲೆ ಪ್ರತಿಪಕ್ಷಗಳು ಆರ್ಥಿಕತೆ ರೀತಿಯ ಅಕ್ರಮಗಳ ಆರೋಪ ಮಾಡಿದ್ದು, ಬಳಸಲು ಮಾರ್ಗಗಳಿದೆ. ಆಕ್ಷೇಪ ಏನಿದು ರೀಡೂ ಅಕ್ರಮದ ಮಾತಿನ ತನಿಖೆ ನಡೆಸಿ ವರದಿ ಮಾಡಿ ಕೊಟ್ಟಿದ್ದು. ನ್ಯಾಯಮೂರ್ತಿ ಕೇಂಪಯ್ಯ ಅವರ ವರದಿ ಸರ್ಕಾರಕ್ಕೆ ಸಲ್ಲಿಸಲಾಗಿತ್ತು. ಆದರೆ ಈ ವರದಿ ಬಹಿರಂಗವಾಗಿಲ್ಲ ಎಂಬ ಆರೋಪ ಕೇಳಿಬಂದಿದೆ. [1120,588,1311,753]
horoscope-item: ಮೇಷ: ರಾಜಕಾರಣಿಗಳಿಗೆ ವಿಜಯ. ವೈದ್ಯರಿಗೆ ರೋಗಿಗಳಿಂದಾಗಿ ಘರ್ಷಣೆ. ವ್ಯಾಪಾರದಲ್ಲಿ ಲಾಭ. ಕ್ಷೇತ್ರಕ್ಕೆ ಕೃತ್ಯವಾದ ಖರೀದಿ. ಶುಭಾಂಕ:1 [26,1158,253,1181]
school-paragraph: ಕಾವೇರಿ ಸಂಗಮ ಸರ್ಕಾರದ ಶಾಲೆಗಳ ವಿವಿಧ ಶಾಲೆಗಳ ಮಕ್ಕಳ ಹಾಜರಾತಿ ದಾಖಲಾತಿಗಳ ಅಂಶಗಳ ಅಧಿಕಾರಿ ವಿಧಾನ ಅಳವಡಿಸುವ ಪ್ರಕ್ರಿಯೆಯನ್ನು ಶಾಲಾ ಬಿಟ್ಟು ಮಕ್ಕಳ ಶಾಕ್ತವಾದ ಬಂದ ಸರ್ಕಾರದ ಮಾಡುತ್ತಿದೆ. [272,1138,669,1163]
horoscope-entries [26,1156,253,1533]
horoscope-item: ಕಟಕ: ವಿದ್ಯಾರ್ಥಿಗಳಿಗೆ ನಿರೀಕ್ಷಿತ ಫಲಿತಾಂಶ. ಮನೆಗೆ ಮಗನಿಗೆ ಪಡೆದು ಮಾಡಬೇಕಾಗಿ ಹುದ್ದೆಯಿಂದ ಎಚ್ಚರಿಕೆ ಇರಲಿ. ಶುಭಾಂಕ:7 [26,1253,253,1277]
pull-quote-attribution: – ಸುರೇಶ್ ಜೋಸ್, ಸಂಸದರು. [1416,223,1511,234]
school-photo [1089,1137,1512,1381]
story-a-headline-3: ಮುಂದಾಗಿದ್ದಾರೆ ಎನ್.ಮಹೇಶ್ [133,592,310,613]
